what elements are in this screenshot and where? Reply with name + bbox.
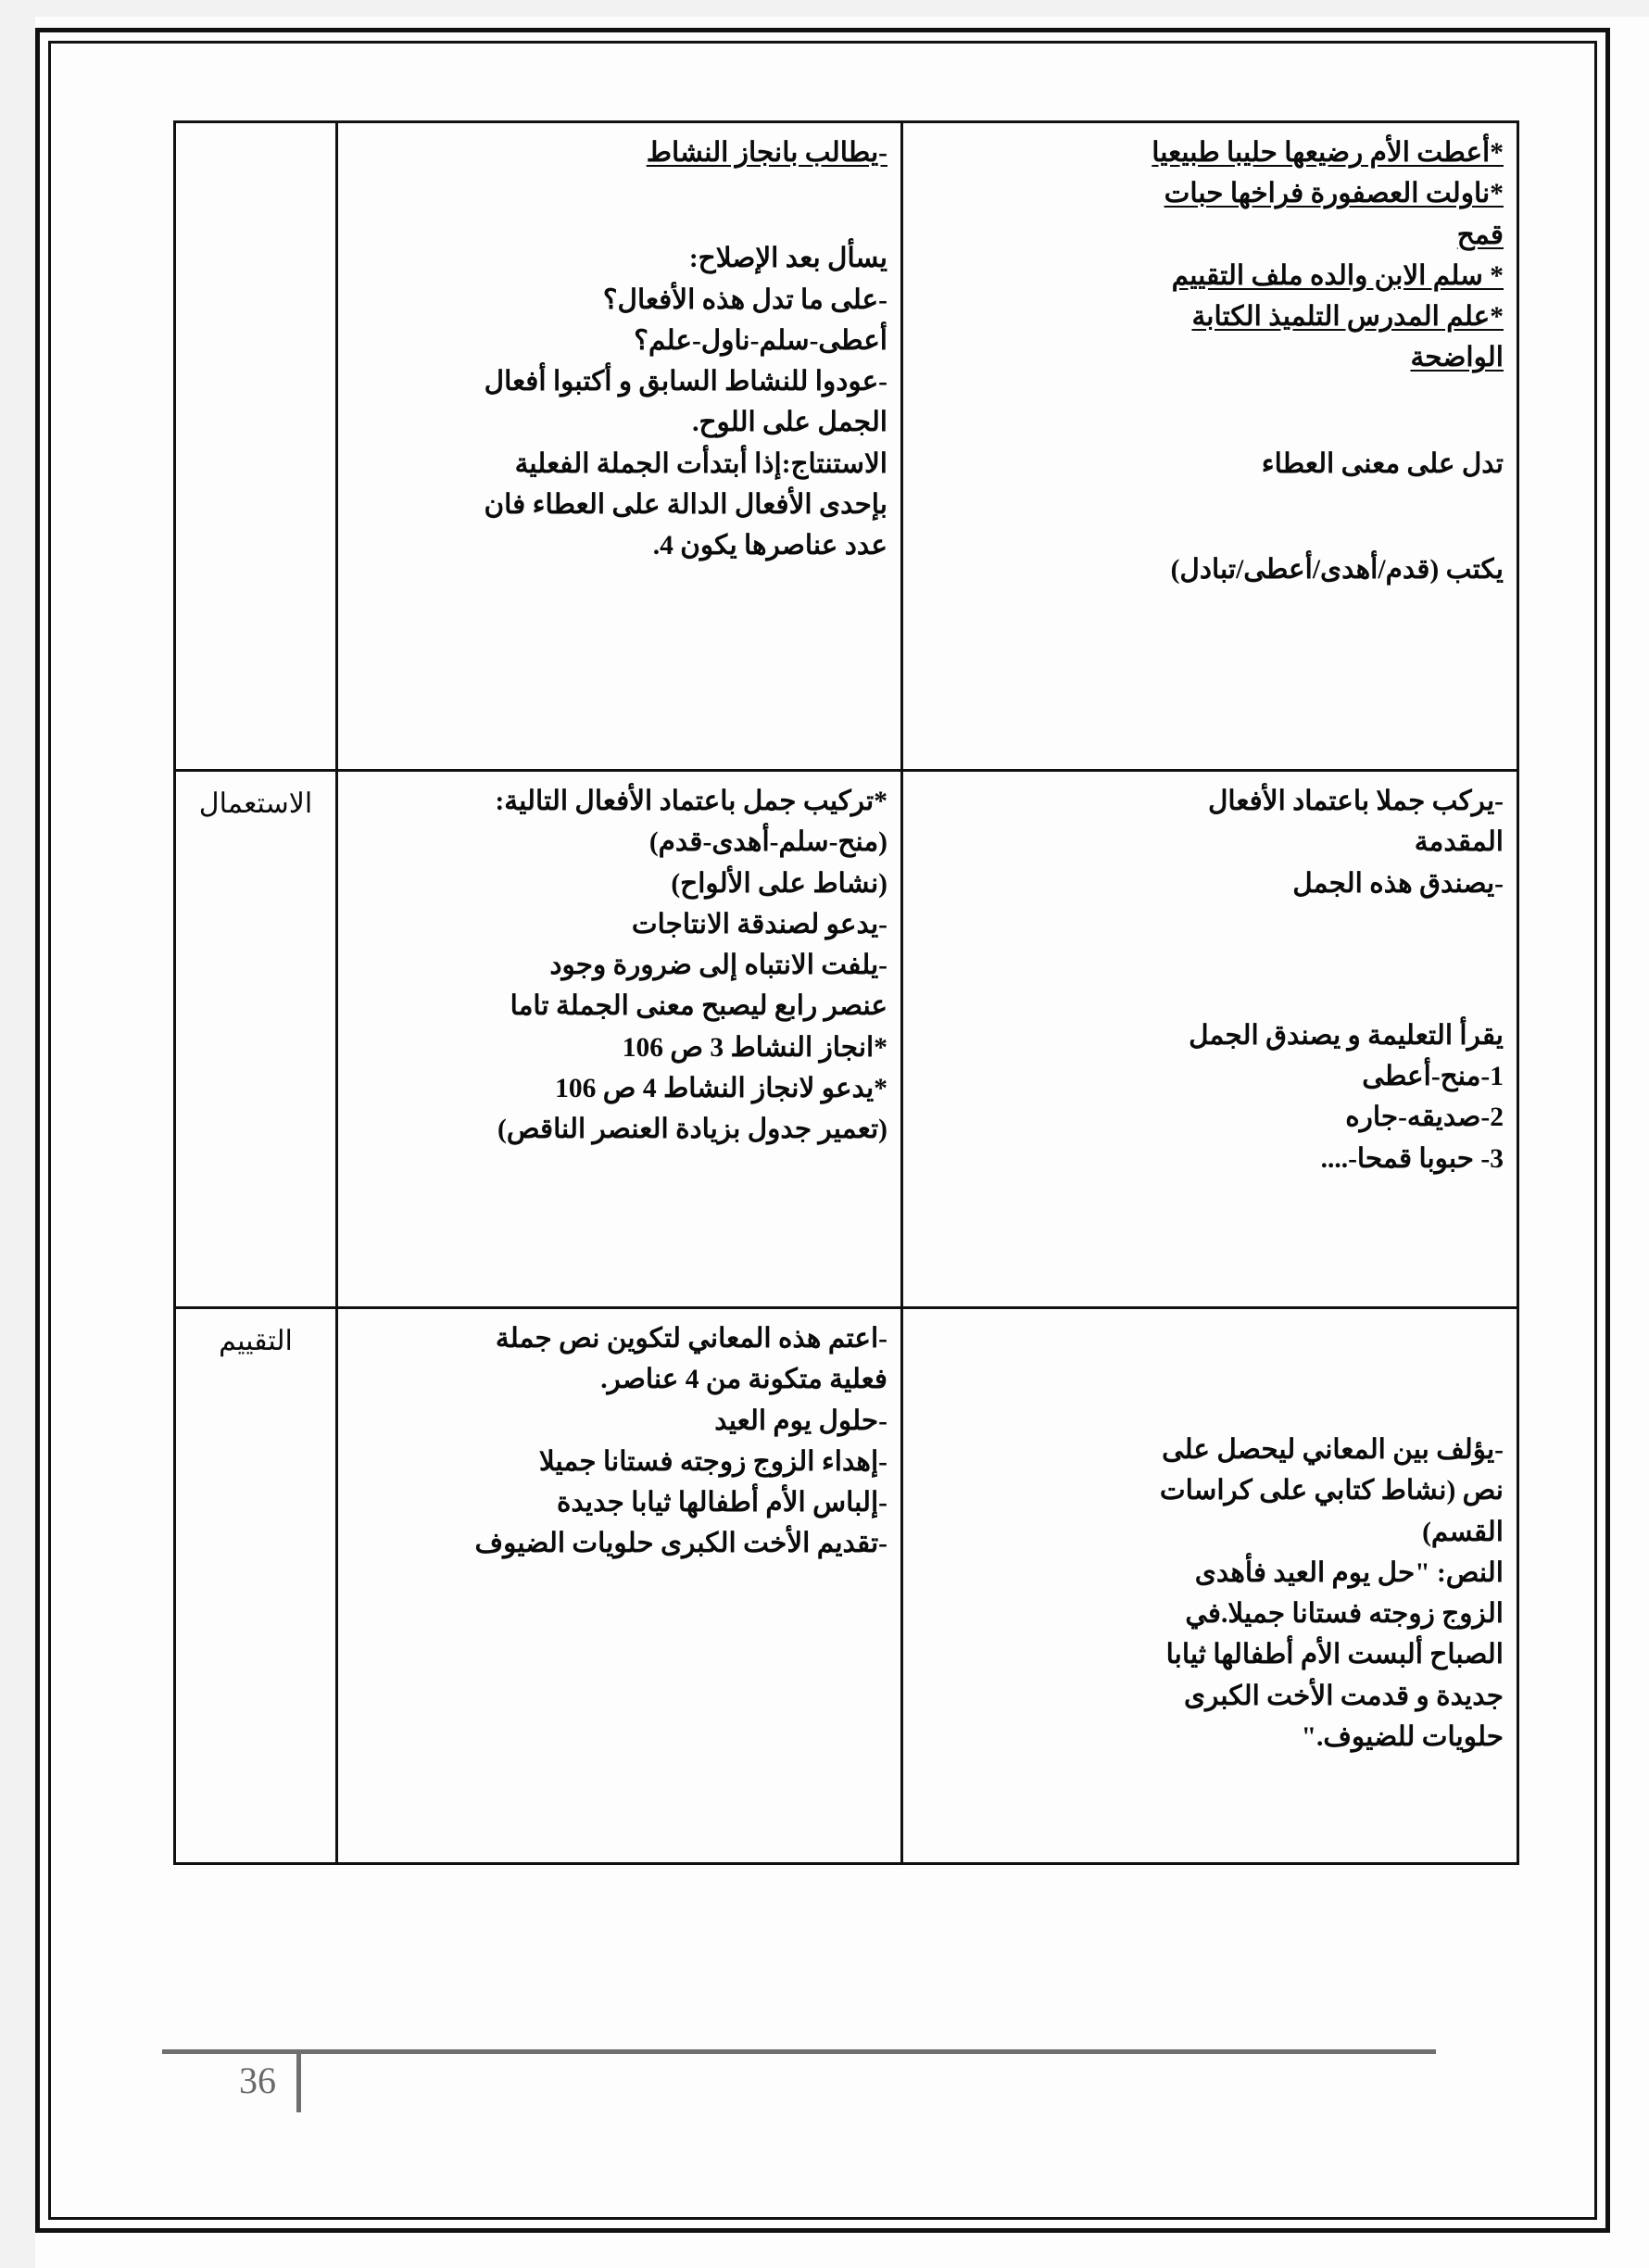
- scan-edge-left: [0, 0, 35, 2268]
- text-line: (نشاط على الألواح): [671, 868, 887, 899]
- text-line: (تعمير جدول بزيادة العنصر الناقص): [497, 1115, 887, 1144]
- text-line: جديدة و قدمت الأخت الكبرى: [1184, 1681, 1504, 1711]
- text-line: -عودوا للنشاط السابق و أكتبوا أفعال: [484, 367, 887, 397]
- text-line: يكتب (قدم/أهدى/أعطى/تبادل): [1170, 554, 1504, 585]
- text-line: عنصر رابع ليصبح معنى الجملة تاما: [510, 991, 887, 1022]
- text-line: قمح: [1456, 220, 1504, 250]
- lesson-plan-table: [173, 120, 1519, 1865]
- table-row: [175, 122, 1518, 771]
- text-line: -إلباس الأم أطفالها ثيابا جديدة: [556, 1488, 887, 1518]
- stage-cell: [175, 1308, 337, 1864]
- text-line: الزوج زوجته فستانا جميلا.في: [1185, 1599, 1504, 1629]
- text-line: فعلية متكونة من 4 عناصر.: [600, 1365, 887, 1395]
- learner-activity-cell: [902, 122, 1518, 771]
- text-line: أعطى-سلم-ناول-علم؟: [634, 325, 887, 356]
- text-line: -تقديم الأخت الكبرى حلويات الضيوف: [474, 1529, 887, 1559]
- stage-label: التقييم: [219, 1326, 293, 1356]
- teacher-activity-cell: [337, 1308, 902, 1864]
- text-line: -يدعو لصندقة الانتاجات: [631, 909, 887, 939]
- stage-cell: [175, 122, 337, 771]
- footer-divider: [162, 2049, 1436, 2054]
- text-line: تدل على معنى العطاء: [1261, 448, 1504, 479]
- text-line: *ناولت العصفورة فراخها حبات: [1164, 179, 1504, 209]
- text-line: *علم المدرس التلميذ الكتابة: [1191, 302, 1504, 332]
- scan-edge-top: [0, 0, 1649, 17]
- text-line: يسأل بعد الإصلاح:: [688, 244, 887, 274]
- text-line: -يطالب بانجاز النشاط: [646, 138, 887, 168]
- learner-activity-lines: [916, 1430, 1504, 1758]
- text-line: -على ما تدل هذه الأفعال؟: [602, 284, 887, 315]
- text-line: المقدمة: [1414, 827, 1504, 858]
- text-line: الجمل على اللوح.: [692, 408, 887, 438]
- teacher-activity-lines: [351, 781, 887, 1150]
- text-line: النص: "حل يوم العيد فأهدى: [1194, 1557, 1504, 1588]
- learner-activity-lines: [916, 781, 1504, 1179]
- text-line: *أعطت الأم رضيعها حليبا طبيعيا: [1152, 138, 1504, 168]
- text-line: عدد عناصرها يكون 4.: [652, 531, 887, 561]
- text-line: -اعتم هذه المعاني لتكوين نص جملة: [495, 1324, 887, 1354]
- text-line: 1-منح-أعطى: [1362, 1062, 1504, 1091]
- text-line: -يلفت الانتباه إلى ضرورة وجود: [549, 951, 887, 980]
- text-line: الصباح ألبست الأم أطفالها ثيابا: [1165, 1640, 1504, 1670]
- text-line: حلويات للضيوف.": [1301, 1721, 1504, 1752]
- text-line: بإحدى الأفعال الدالة على العطاء فان: [484, 489, 887, 520]
- page-number: 36: [239, 2060, 276, 2101]
- teacher-activity-cell: [337, 771, 902, 1308]
- stage-label: الاستعمال: [198, 788, 313, 819]
- learner-activity-cell: [902, 1308, 1518, 1864]
- teacher-activity-lines: [351, 1318, 887, 1565]
- table-row: [175, 1308, 1518, 1864]
- text-line: -يصندق هذه الجمل: [1292, 868, 1504, 899]
- footer-tick: [296, 2049, 301, 2112]
- text-line: *يدعو لانجاز النشاط 4 ص 106: [555, 1073, 887, 1103]
- text-line: * سلم الابن والده ملف التقييم: [1171, 260, 1504, 291]
- text-line: القسم): [1422, 1517, 1504, 1547]
- text-line: -إهداء الزوج زوجته فستانا جميلا: [538, 1446, 887, 1477]
- text-line: نص (نشاط كتابي على كراسات: [1159, 1476, 1504, 1506]
- text-line: 2-صديقه-جاره: [1345, 1102, 1504, 1133]
- teacher-activity-lines: [351, 132, 887, 566]
- text-line: -حلول يوم العيد: [714, 1405, 887, 1436]
- table-row: [175, 771, 1518, 1308]
- text-line: *انجاز النشاط 3 ص 106: [622, 1032, 887, 1063]
- learner-activity-lines: [916, 132, 1504, 590]
- text-line: الواضحة: [1410, 343, 1504, 373]
- teacher-activity-cell: [337, 122, 902, 771]
- text-line: يقرأ التعليمة و يصندق الجمل: [1189, 1020, 1504, 1051]
- text-line: -يركب جملا باعتماد الأفعال: [1208, 787, 1504, 816]
- stage-label: [189, 132, 322, 136]
- text-line: 3- حبوبا قمحا-....: [1320, 1143, 1504, 1174]
- stage-cell: [175, 771, 337, 1308]
- text-line: الاستنتاج:إذا أبتدأت الجملة الفعلية: [514, 448, 887, 479]
- text-line: -يؤلف بين المعاني ليحصل على: [1162, 1435, 1504, 1465]
- text-line: (منح-سلم-أهدى-قدم): [648, 827, 887, 858]
- learner-activity-cell: [902, 771, 1518, 1308]
- text-line: *تركيب جمل باعتماد الأفعال التالية:: [495, 787, 887, 816]
